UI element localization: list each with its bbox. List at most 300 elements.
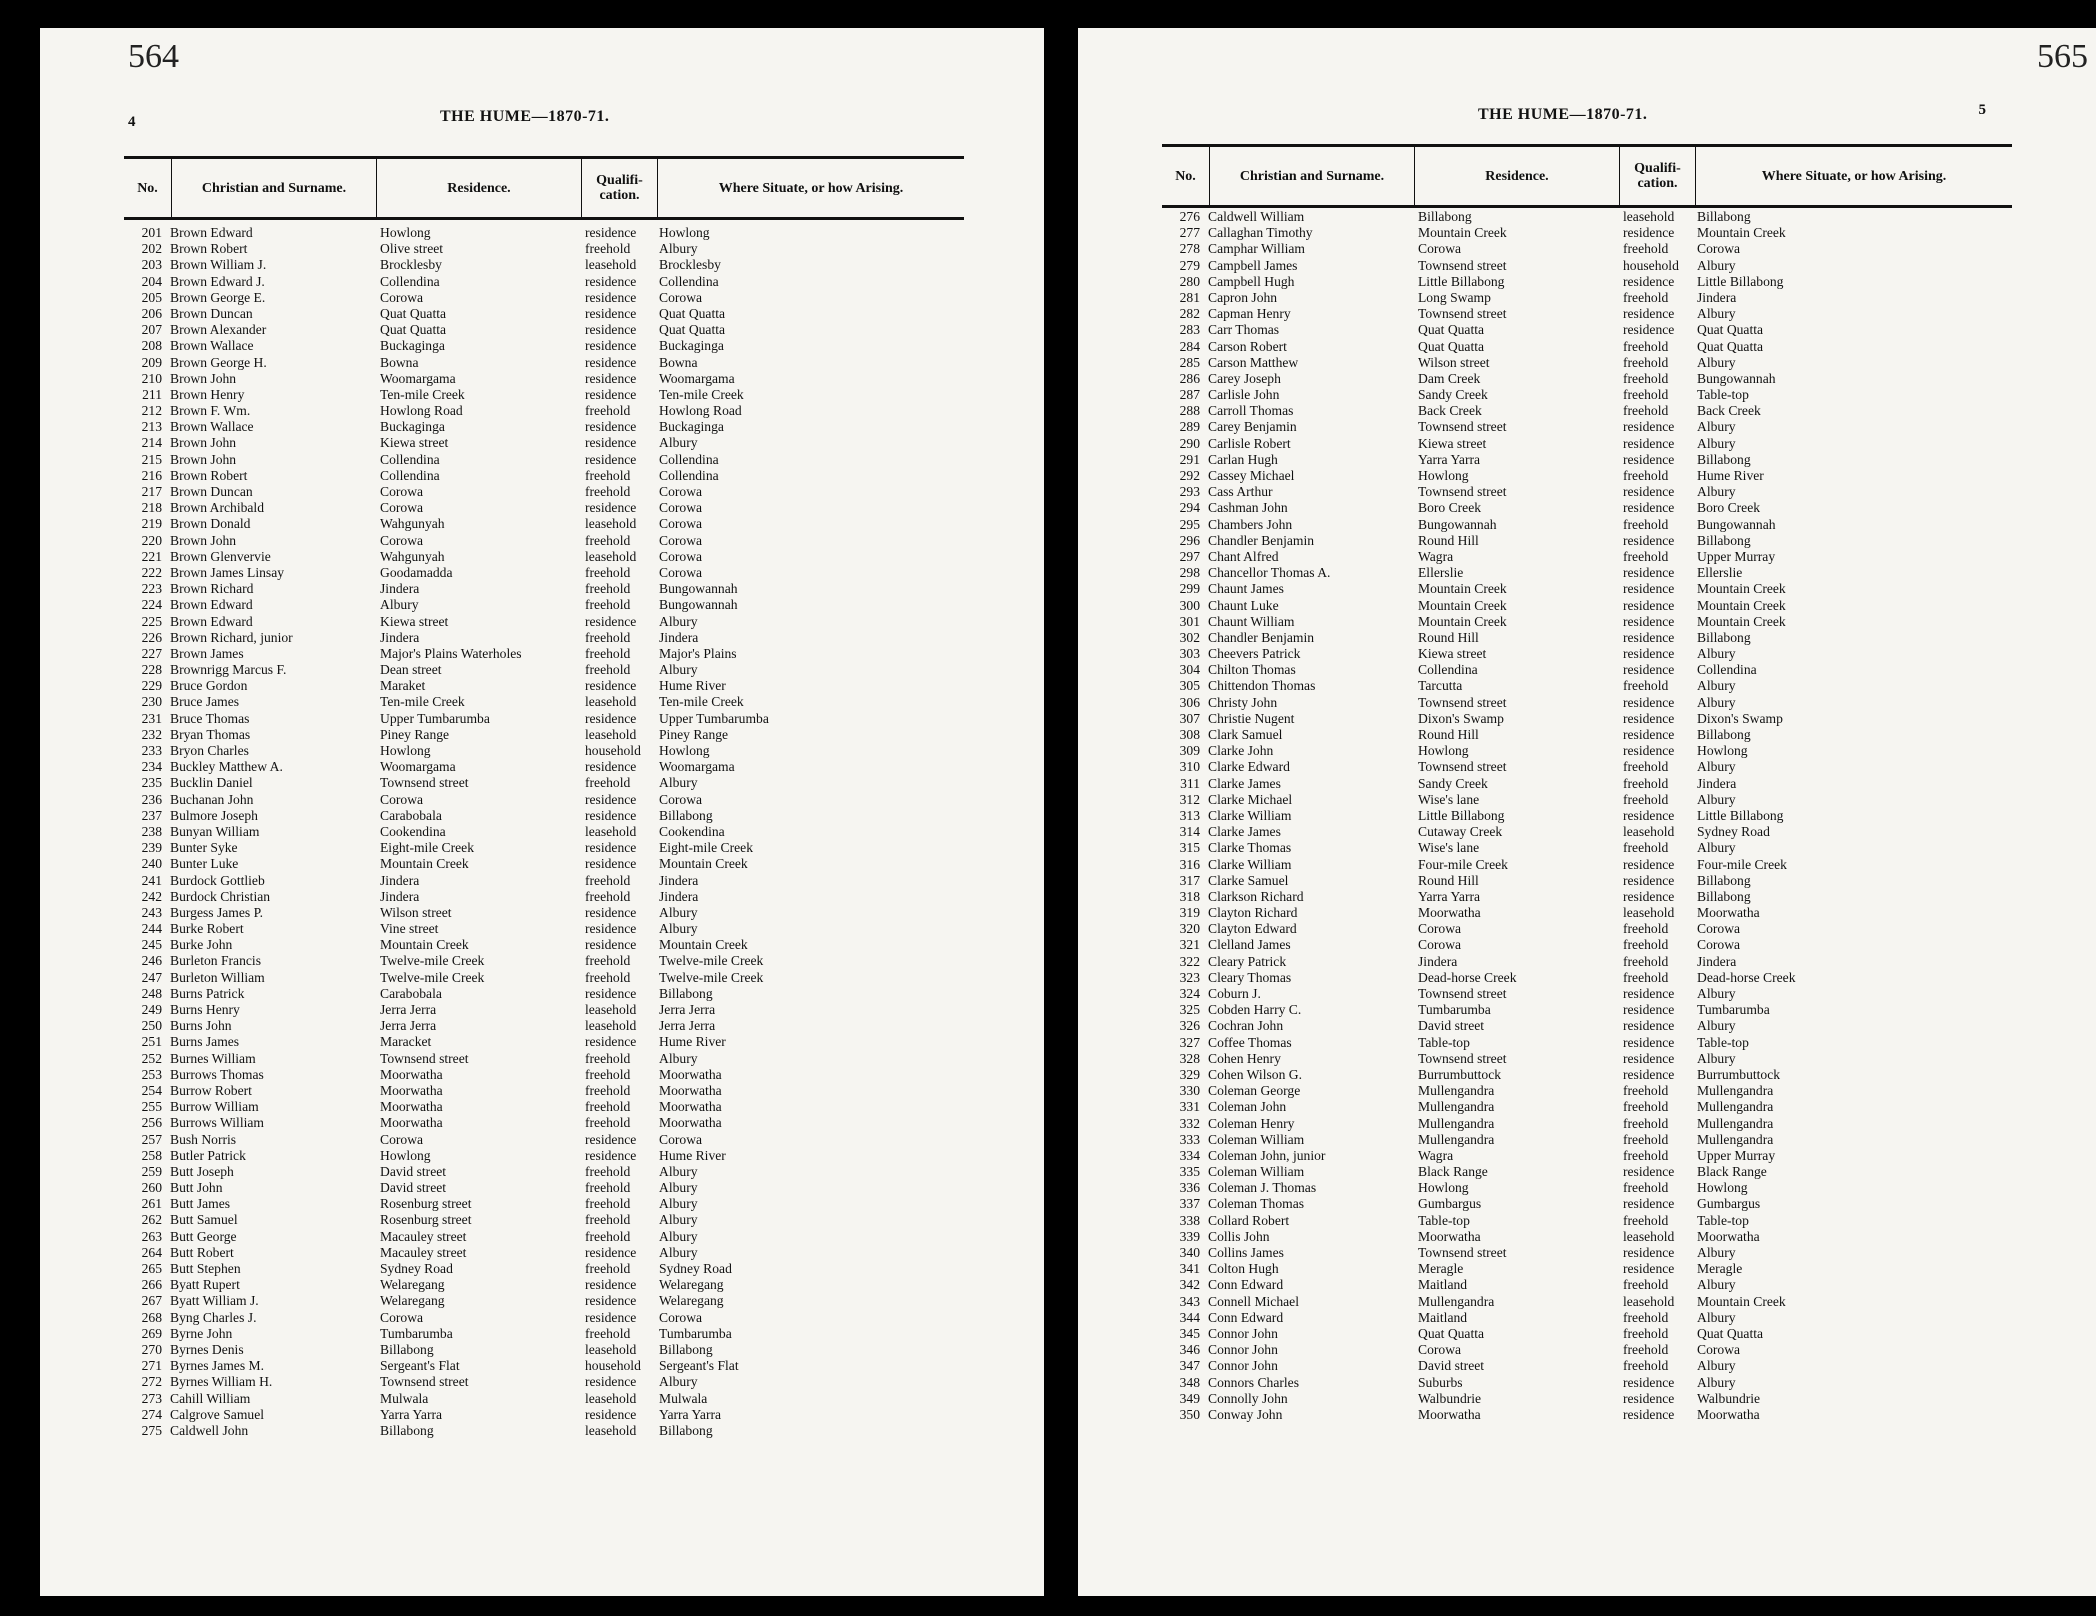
entry-qualification: residence [585,419,637,435]
entry-where: Howlong [1697,743,1748,759]
entry-qualification: residence [1623,1018,1675,1034]
entry-where: Moorwatha [659,1066,722,1082]
table-row [1170,873,2000,889]
entry-number: 325 [1179,1002,1200,1018]
entry-where: Ellerslie [1697,565,1743,581]
entry-name: Butt Robert [170,1244,234,1260]
entry-residence: David street [1418,1358,1485,1374]
entry-residence: Round Hill [1418,532,1479,548]
entry-qualification: residence [1623,435,1675,451]
entry-number: 280 [1179,273,1200,289]
entry-number: 333 [1179,1131,1200,1147]
entry-qualification: residence [1623,1406,1675,1422]
table-row [1170,921,2000,937]
entry-residence: Quat Quatta [1418,1325,1485,1341]
entry-name: Christie Nugent [1208,710,1295,726]
entry-residence: Dead-horse Creek [1418,969,1517,985]
entry-residence: Billabong [380,1422,434,1438]
entry-qualification: freehold [1623,516,1669,532]
entry-residence: Olive street [380,241,444,257]
table-row [1170,808,2000,824]
entry-where: Upper Tumbarumba [659,710,769,726]
entry-number: 298 [1179,565,1200,581]
table-row [1170,711,2000,727]
entry-residence: Table-top [1418,1212,1470,1228]
entry-residence: Kiewa street [380,435,449,451]
table-row [132,678,952,694]
entry-number: 225 [141,613,162,629]
entry-name: Bruce James [170,694,240,710]
entry-name: Brown Richard [170,581,254,597]
entry-where: Albury [1697,646,1736,662]
entry-where: Sydney Road [659,1261,732,1276]
entry-name: Coleman J. Thomas [1208,1180,1317,1196]
entry-name: Collis John [1208,1228,1270,1244]
entry-where: Corowa [1697,921,1741,937]
table-row [132,1180,952,1196]
entry-number: 293 [1179,484,1200,500]
entry-residence: Yarra Yarra [1418,888,1481,904]
entry-name: Cochran John [1208,1018,1284,1034]
entry-residence: Howlong [1418,1180,1469,1196]
entry-where: Collendina [659,451,719,467]
table-row [132,484,952,500]
entry-residence: David street [1418,1018,1485,1034]
entry-number: 261 [141,1196,162,1212]
entry-number: 283 [1179,322,1200,338]
entry-residence: Round Hill [1418,727,1479,742]
entry-qualification: freehold [1623,1325,1669,1341]
entry-number: 273 [141,1390,162,1406]
right-page [1078,28,2096,1596]
entry-residence: Moorwatha [1418,1406,1481,1422]
entry-name: Burleton William [170,969,265,985]
entry-name: Clarke William [1208,856,1292,872]
entry-number: 214 [141,435,162,451]
entry-name: Brown Donald [170,516,251,532]
entry-number: 303 [1179,646,1200,662]
entry-residence: Tumbarumba [1418,1002,1491,1018]
entry-name: Chambers John [1208,516,1293,532]
table-row [1170,468,2000,484]
entry-where: Mountain Creek [659,937,748,953]
entry-residence: Sydney Road [380,1261,453,1276]
table-row [132,306,952,322]
entry-where: Albury [1697,759,1736,775]
entry-name: Connor John [1208,1358,1278,1374]
entry-number: 258 [141,1147,162,1163]
entry-name: Cheevers Patrick [1208,646,1301,662]
entry-qualification: freehold [1623,370,1669,386]
entry-qualification: freehold [1623,1099,1669,1115]
table-row [132,1391,952,1407]
entry-where: Piney Range [659,726,729,742]
entry-where: Walbundrie [1697,1390,1761,1406]
entry-qualification: residence [1623,613,1675,629]
table-row [132,241,952,257]
table-row [132,953,952,969]
entry-residence: Townsend street [1418,759,1507,775]
entry-number: 350 [1179,1406,1200,1422]
entry-where: Table-top [1697,387,1749,403]
table-row [132,1196,952,1212]
entry-where: Corowa [1697,241,1741,257]
entry-residence: Dean street [380,662,442,678]
entry-where: Hume River [659,1147,726,1163]
entry-number: 237 [141,807,162,823]
entry-name: Caldwell John [170,1422,249,1438]
entry-qualification: residence [585,678,637,694]
entry-where: Albury [1697,840,1736,856]
entry-where: Albury [659,241,698,257]
entry-name: Coleman William [1208,1164,1305,1180]
entry-residence: Jindera [380,581,420,597]
entry-name: Byrnes Denis [170,1341,244,1357]
entry-number: 318 [1179,888,1200,904]
entry-number: 281 [1179,289,1200,305]
entry-number: 229 [141,678,162,694]
entry-qualification: residence [585,937,637,953]
entry-number: 290 [1179,435,1200,451]
entry-qualification: leasehold [585,257,637,273]
entry-qualification: residence [585,1309,637,1325]
entry-residence: Townsend street [1418,257,1507,273]
entry-name: Carey Joseph [1208,370,1281,386]
entry-number: 287 [1179,387,1200,403]
entry-where: Gumbargus [1697,1196,1761,1212]
table-row [1170,598,2000,614]
entry-where: Billabong [659,807,713,823]
entry-qualification: residence [1623,872,1675,888]
entry-where: Ten-mile Creek [659,694,744,710]
entry-name: Capman Henry [1208,306,1291,322]
entry-residence: Jindera [1418,953,1458,969]
entry-residence: Round Hill [1418,629,1479,645]
entry-where: Albury [1697,678,1736,694]
entry-qualification: freehold [585,403,631,419]
entry-number: 286 [1179,370,1200,386]
entry-number: 259 [141,1163,162,1179]
entry-name: Bruce Gordon [170,678,248,694]
entry-number: 263 [141,1228,162,1244]
entry-where: Dead-horse Creek [1697,969,1796,985]
entry-qualification: freehold [585,484,631,499]
entry-qualification: leasehold [585,726,637,742]
entry-where: Quat Quatta [1697,1325,1764,1341]
entry-where: Billabong [1697,532,1751,548]
entry-name: Brown John [170,451,237,467]
entry-where: Welaregang [659,1277,724,1293]
entry-number: 317 [1179,872,1200,888]
entry-residence: Collendina [380,451,440,467]
entry-name: Conway John [1208,1406,1283,1422]
entry-where: Jindera [1697,953,1737,969]
entry-where: Howlong Road [659,403,742,419]
entry-name: Caldwell William [1208,209,1305,224]
table-row [1170,1083,2000,1099]
entry-number: 346 [1179,1342,1200,1358]
entry-name: Bucklin Daniel [170,775,253,791]
header-where: Where Situate, or how Arising. [1761,168,1947,184]
entry-where: Twelve-mile Creek [659,969,764,985]
entry-number: 256 [141,1115,162,1131]
table-row [132,565,952,581]
entry-name: Cobden Harry C. [1208,1002,1302,1018]
entry-qualification: freehold [1623,289,1669,305]
table-row [132,1277,952,1293]
entry-number: 201 [141,225,162,240]
entry-where: Albury [1697,1358,1736,1374]
entry-where: Collendina [1697,662,1757,678]
entry-name: Butt George [170,1228,237,1244]
entry-residence: Burrumbuttock [1418,1066,1502,1082]
entry-qualification: household [1623,257,1679,273]
entry-qualification: leasehold [585,823,637,839]
entry-qualification: residence [585,1277,637,1293]
entry-residence: Upper Tumbarumba [380,710,490,726]
entry-number: 347 [1179,1358,1200,1374]
table-row [132,371,952,387]
entry-qualification: residence [585,759,637,775]
entry-residence: Maitland [1418,1309,1468,1325]
entry-number: 251 [141,1034,162,1050]
table-row [132,1132,952,1148]
entry-where: Quat Quatta [659,322,726,338]
table-row [1170,1326,2000,1342]
entry-name: Brown Wallace [170,338,254,354]
entry-number: 254 [141,1082,162,1098]
table-row [1170,274,2000,290]
table-row [132,1423,952,1439]
table-row [132,889,952,905]
table-row [132,1374,952,1390]
entry-qualification: residence [1623,306,1675,322]
entry-qualification: residence [585,289,637,305]
table-row [1170,1391,2000,1407]
entry-qualification: freehold [1623,921,1669,937]
table-row [132,1358,952,1374]
table-row [132,727,952,743]
entry-where: Bungowannah [659,581,738,597]
entry-residence: Billabong [1418,209,1472,224]
entry-name: Brown Edward [170,597,253,613]
entry-number: 230 [141,694,162,710]
entry-where: Mountain Creek [1697,1293,1786,1309]
table-row [1170,565,2000,581]
entry-name: Byatt William J. [170,1293,259,1309]
entry-residence: Mountain Creek [1418,597,1507,613]
entry-where: Buckaginga [659,338,724,354]
table-row [132,1342,952,1358]
entry-residence: Kiewa street [380,613,449,629]
entry-where: Mullengandra [1697,1099,1774,1115]
entry-where: Albury [1697,1309,1736,1325]
entry-name: Burdock Christian [170,888,271,904]
entry-residence: Vine street [380,921,439,937]
table-row [1170,500,2000,516]
table-row [132,468,952,484]
entry-name: Coleman Thomas [1208,1196,1305,1212]
entry-number: 342 [1179,1277,1200,1293]
entry-name: Cleary Patrick [1208,953,1287,969]
table-row [1170,1148,2000,1164]
entry-number: 278 [1179,241,1200,257]
entry-qualification: freehold [585,581,631,597]
table-row [132,970,952,986]
entry-number: 297 [1179,548,1200,564]
entry-number: 336 [1179,1180,1200,1196]
entry-residence: Wahgunyah [380,516,445,532]
entry-number: 300 [1179,597,1200,613]
table-row [1170,1164,2000,1180]
entry-residence: Four-mile Creek [1418,856,1508,872]
entry-number: 288 [1179,403,1200,419]
entry-qualification: residence [1623,1196,1675,1212]
entry-residence: Corowa [380,532,424,548]
entry-residence: Corowa [380,500,424,516]
entry-name: Butt John [170,1180,223,1196]
entry-where: Albury [1697,435,1736,451]
entry-qualification: freehold [585,564,631,580]
entry-where: Mountain Creek [1697,597,1786,613]
table-row [132,1018,952,1034]
entry-residence: Suburbs [1418,1374,1463,1390]
entry-where: Bungowannah [1697,516,1776,532]
entry-number: 267 [141,1293,162,1309]
table-row [132,500,952,516]
entry-residence: Kiewa street [1418,435,1487,451]
entry-name: Butt James [170,1196,231,1212]
entry-qualification: freehold [585,888,631,904]
entry-qualification: residence [585,338,637,354]
entry-number: 252 [141,1050,162,1066]
entry-name: Collard Robert [1208,1212,1290,1228]
entry-qualification: leasehold [585,548,637,564]
entry-qualification: freehold [1623,1342,1669,1358]
entry-name: Clayton Richard [1208,905,1298,921]
entry-number: 329 [1179,1066,1200,1082]
entry-number: 250 [141,1018,162,1034]
entry-name: Byrnes James M. [170,1358,265,1374]
entry-residence: Walbundrie [1418,1390,1482,1406]
entry-where: Woomargama [659,370,735,386]
entry-name: Chaunt James [1208,581,1284,597]
entry-number: 337 [1179,1196,1200,1212]
entry-qualification: residence [1623,986,1675,1001]
entry-name: Carson Matthew [1208,354,1299,370]
table-row [1170,1067,2000,1083]
table-row [132,355,952,371]
entry-qualification: residence [585,500,637,516]
table-row [1170,1358,2000,1374]
table-row [132,387,952,403]
table-row [1170,1180,2000,1196]
entry-where: Tumbarumba [659,1325,732,1341]
entry-where: Albury [659,1374,698,1390]
entry-number: 248 [141,985,162,1001]
entry-qualification: freehold [585,953,631,969]
entry-name: Coleman George [1208,1083,1301,1099]
entry-residence: Moorwatha [380,1115,443,1131]
entry-qualification: residence [1623,451,1675,467]
table-row [132,581,952,597]
entry-number: 312 [1179,791,1200,807]
entry-name: Burns Patrick [170,985,245,1001]
entry-qualification: freehold [1623,468,1669,483]
entry-residence: Gumbargus [1418,1196,1482,1212]
entry-name: Brown Archibald [170,500,265,516]
entry-where: Corowa [659,500,703,516]
table-row [132,630,952,646]
entry-residence: Quat Quatta [380,322,447,338]
entry-residence: Jindera [380,872,420,888]
entry-qualification: residence [1623,532,1675,548]
entry-name: Burns Henry [170,1002,240,1017]
entry-qualification: freehold [585,1196,631,1212]
entry-qualification: freehold [1623,1358,1669,1374]
entry-name: Burleton Francis [170,953,261,969]
entry-where: Albury [1697,1245,1736,1260]
entry-where: Sergeant's Flat [659,1358,739,1374]
entry-qualification: residence [1623,1374,1675,1390]
entry-where: Albury [659,921,698,937]
entry-name: Brown James Linsay [170,564,285,580]
table-row [132,452,952,468]
entry-where: Moorwatha [1697,1228,1760,1244]
entry-qualification: leasehold [1623,824,1675,840]
table-row [1170,937,2000,953]
entry-qualification: residence [1623,225,1675,241]
entry-residence: Mountain Creek [380,856,469,872]
entry-where: Mullengandra [1697,1083,1774,1099]
entry-number: 314 [1179,824,1200,840]
entry-name: Burrow Robert [170,1082,252,1098]
entry-residence: Mountain Creek [1418,225,1507,241]
entry-number: 264 [141,1244,162,1260]
table-row [132,403,952,419]
entry-residence: Wilson street [380,904,452,920]
table-row [1170,727,2000,743]
entry-qualification: freehold [1623,791,1669,807]
header-name: Christian and Surname. [172,159,377,217]
entry-where: Mulwala [659,1390,708,1406]
entry-qualification: residence [585,791,637,807]
entry-qualification: residence [585,1034,637,1050]
entry-number: 335 [1179,1164,1200,1180]
table-row [132,905,952,921]
entry-number: 327 [1179,1034,1200,1050]
entry-qualification: residence [585,354,637,370]
entry-name: Brown Duncan [170,484,253,499]
entry-where: Corowa [659,532,703,548]
entry-number: 240 [141,856,162,872]
entry-qualification: residence [585,1374,637,1390]
entry-qualification: freehold [585,1261,631,1276]
entry-name: Brown George E. [170,289,266,305]
entry-number: 275 [141,1422,162,1438]
entry-number: 331 [1179,1099,1200,1115]
entry-qualification: freehold [1623,548,1669,564]
entry-name: Clarke Samuel [1208,872,1289,888]
entry-number: 257 [141,1131,162,1147]
entry-residence: Wagra [1418,1147,1454,1163]
entry-residence: Townsend street [1418,419,1507,435]
entry-residence: Yarra Yarra [1418,451,1481,467]
entry-number: 315 [1179,840,1200,856]
entry-residence: Boro Creek [1418,500,1482,516]
entry-qualification: freehold [1623,1309,1669,1325]
entry-residence: Mountain Creek [380,937,469,953]
